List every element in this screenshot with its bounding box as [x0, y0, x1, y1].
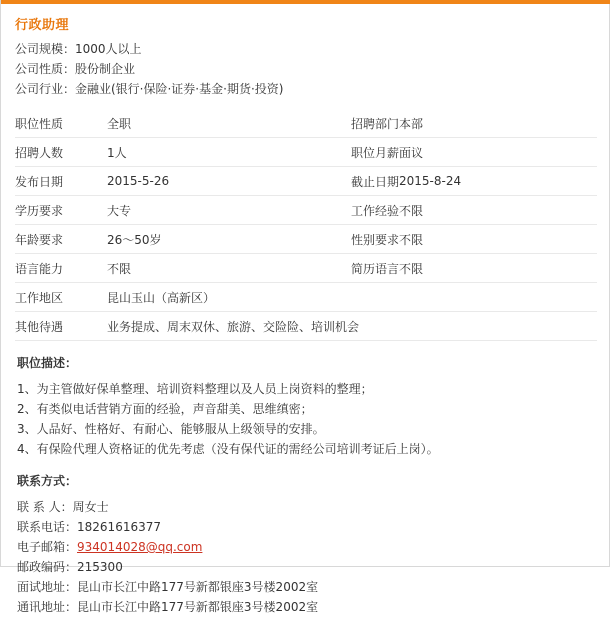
detail-label-right: 截止日期: [307, 167, 399, 196]
company-industry-line: 公司行业：金融业(银行·保险·证券·基金·期货·投资): [15, 82, 284, 96]
contact-interview-address-row: [17, 577, 595, 597]
detail-label: 其他待遇: [15, 312, 107, 341]
company-nature-line: 公司性质：股份制企业: [15, 62, 136, 76]
content-area: [1, 4, 609, 617]
contact-person-row: [17, 497, 595, 517]
detail-value-right: 2015-8-24: [399, 167, 597, 196]
page-title: 行政助理: [15, 18, 70, 33]
contact-email-label: 电子邮箱：: [17, 540, 78, 554]
contact-postcode-row: [17, 557, 595, 577]
company-scale-line: 公司规模：1000人以上: [15, 42, 142, 56]
contact-postcode-value: 215300: [77, 560, 123, 574]
table-row: [15, 254, 597, 283]
detail-label: 招聘人数: [15, 138, 107, 167]
contact-section-title: 联系方式：: [17, 474, 78, 488]
contact-mail-address-label: 通讯地址：: [17, 600, 78, 614]
contact-phone-row: [17, 517, 595, 537]
detail-label: 发布日期: [15, 167, 107, 196]
detail-value: 业务提成、周末双休、旅游、交险险、培训机会: [107, 312, 597, 341]
table-row: [15, 109, 597, 138]
detail-label: 职位性质: [15, 109, 107, 138]
description-section-title: 职位描述：: [17, 356, 78, 370]
detail-label: 学历要求: [15, 196, 107, 225]
detail-label: 年龄要求: [15, 225, 107, 254]
job-detail-table: [15, 109, 597, 341]
contact-person-label: 联 系 人：: [17, 500, 73, 514]
contact-phone-value: 18261616377: [77, 520, 161, 534]
description-item: 2、有类似电话营销方面的经验，声音甜美、思维缜密；: [17, 402, 313, 416]
detail-label-right: 性别要求: [307, 225, 399, 254]
contact-mail-address-row: [17, 597, 595, 617]
detail-label: 工作地区: [15, 283, 107, 312]
detail-value: 2015-5-26: [107, 167, 307, 196]
contact-email-row: [17, 537, 595, 557]
detail-value-right: 面议: [399, 138, 597, 167]
detail-value-right: 本部: [399, 109, 597, 138]
table-row: [15, 196, 597, 225]
contact-person-value: 周女士: [72, 500, 109, 514]
contact-postcode-label: 邮政编码：: [17, 560, 78, 574]
table-row: [15, 225, 597, 254]
table-row: [15, 312, 597, 341]
detail-value: 26～50岁: [107, 225, 307, 254]
contact-mail-address-value: 昆山市长江中路177号新都银座3号楼2002室: [77, 600, 319, 614]
detail-label-right: 工作经验: [307, 196, 399, 225]
detail-value: 1人: [107, 138, 307, 167]
detail-value-right: 不限: [399, 254, 597, 283]
description-item: 1、为主管做好保单整理、培训资料整理以及人员上岗资料的整理；: [17, 382, 373, 396]
table-row: [15, 283, 597, 312]
contact-phone-label: 联系电话：: [17, 520, 78, 534]
detail-value-right: 不限: [399, 225, 597, 254]
contact-interview-address-label: 面试地址：: [17, 580, 78, 594]
contact-interview-address-value: 昆山市长江中路177号新都银座3号楼2002室: [77, 580, 319, 594]
detail-value: 昆山玉山（高新区）: [107, 283, 597, 312]
detail-label-right: 招聘部门: [307, 109, 399, 138]
detail-label-right: 职位月薪: [307, 138, 399, 167]
contact-email-link[interactable]: 934014028@qq.com: [77, 540, 203, 554]
detail-value: 大专: [107, 196, 307, 225]
detail-value-right: 不限: [399, 196, 597, 225]
detail-value: 全职: [107, 109, 307, 138]
detail-value: 不限: [107, 254, 307, 283]
detail-label: 语言能力: [15, 254, 107, 283]
description-item: 4、有保险代理人资格证的优先考虑（没有保代证的需经公司培训考证后上岗）。: [17, 442, 439, 456]
table-row: [15, 167, 597, 196]
description-item: 3、人品好、性格好、有耐心、能够服从上级领导的安排。: [17, 422, 325, 436]
detail-label-right: 简历语言: [307, 254, 399, 283]
table-row: [15, 138, 597, 167]
